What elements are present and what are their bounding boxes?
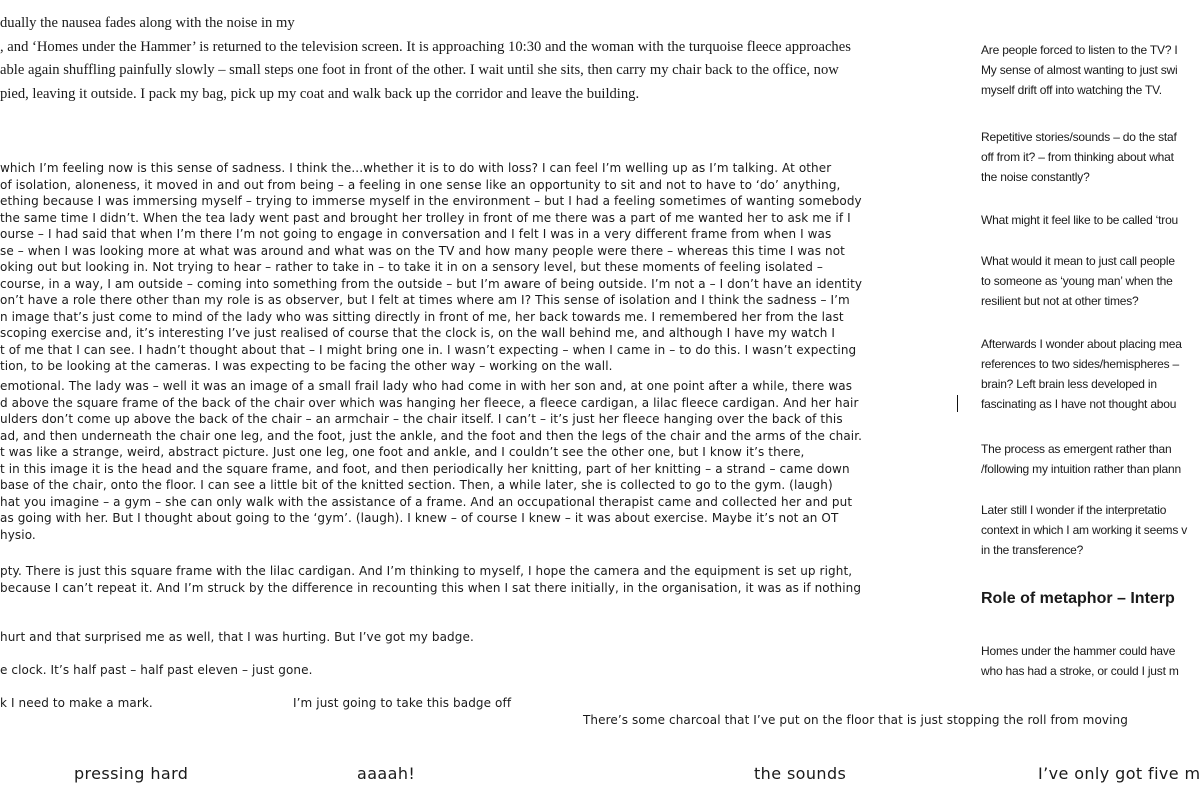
transcript-line: hysio. [0,527,36,542]
transcript-paragraph-2 [0,378,862,543]
note-line: the noise constantly? [981,170,1090,184]
note-line: in the transference? [981,543,1084,557]
transcript-badge: I’m just going to take this badge off [293,696,512,710]
narrative-line: pied, leaving it outside. I pack my bag, pick up my coat and walk back up the corridor and leave the building. [0,85,640,102]
transcript-line: base of the chair, onto the floor. I can see a little bit of the knitted section. Then, a while later, she is collected to go to the gym. (laugh) [0,478,833,492]
note-q8 [981,641,1179,681]
note-q3 [981,210,1178,230]
transcript-line: the same time I didn’t. When the tea lady went past and brought her trolley in front of me there was a part of me wanted her to ask me if I [0,210,851,225]
transcript-hurt: hurt and that surprised me as well, that I was hurting. But I’ve got my badge. [0,630,474,644]
note-q1 [981,40,1178,100]
transcript-line: oking out but looking in. Not trying to hear – rather to take in – to take it in on a sensory level, but these moments of feeling isolated – [0,260,824,274]
note-q4 [981,251,1175,311]
transcript-line: hat you imagine – a gym – she can only walk with the assistance of a frame. And an occupational therapist came and collected her and put [0,494,853,509]
transcript-line: t in this image it is the head and the square frame, and foot, and then periodically her knitting, part of her knitting – a strand – came down [0,461,850,476]
narrative-line: , and ‘Homes under the Hammer’ is returned to the television screen. It is approaching 10:30 and the woman with the turquoise fleece approaches [0,38,851,55]
transcript-line: which I’m feeling now is this sense of sadness. I think the...whether it is to do with loss? I can feel I’m welling up as I’m talking. At other [0,161,832,175]
note-line: /following my intuition rather than plann [981,462,1181,476]
narrative-top [0,12,960,106]
note-line: Are people forced to listen to the TV? I [981,43,1178,57]
note-line: Later still I wonder if the interpretatio [981,503,1167,517]
word-aaaah: aaaah! [357,764,416,783]
text-cursor [957,395,958,412]
transcript-line: ething because I was immersing myself – trying to immerse myself in the environment – but I had a feeling sometimes of wanting somebody [0,194,862,208]
transcript-line: d above the square frame of the back of the chair over which was hanging her fleece, a fleece cardigan, a lilac fleece cardigan. And her hair [0,395,859,410]
transcript-line: because I can’t repeat it. And I’m struck by the difference in recounting this when I sat there initially, in the organisation, it was as if nothing [0,580,862,595]
note-line: My sense of almost wanting to just swi [981,63,1178,77]
word-five-m: I’ve only got five m [1038,764,1200,783]
transcript-line: emotional. The lady was – well it was an image of a small frail lady who had come in with her son and, at one point after a while, there was [0,379,853,393]
transcript-clock: e clock. It’s half past – half past eleven – just gone. [0,663,313,677]
note-q2 [981,127,1177,187]
transcript-line: on’t have a role there other than my role is as observer, but I felt at times where am I? This sense of isolation and I think the sadness – I’m [0,293,850,307]
note-line: Repetitive stories/sounds – do the staf [981,130,1177,144]
transcript-line: ulders don’t come up above the back of the chair – an armchair – the chair itself. I can’t – it’s just her fleece hanging over the back of this [0,412,843,426]
note-line: to someone as ‘young man’ when the [981,274,1173,288]
note-line: resilient but not at other times? [981,294,1139,308]
transcript-line: as going with her. But I thought about going to the ‘gym’. (laugh). I knew – of course I knew – it was about exercise. Maybe it’s not an OT [0,511,839,525]
note-line: Homes under the hammer could have [981,644,1176,658]
transcript-line: t of me that I can see. I hadn’t thought about that – I might bring one in. I wasn’t expecting – when I came in – to do this. I wasn’t expecting [0,342,857,357]
note-line: The process as emergent rather than [981,442,1172,456]
transcript-line: ourse – I had said that when I’m there I’m not going to engage in conversation and I felt I was in a very different frame from when I was [0,227,832,241]
note-q5 [981,334,1182,414]
note-line: Afterwards I wonder about placing mea [981,337,1182,351]
transcript-line: ad, and then underneath the chair one leg, and the foot, just the ankle, and the foot and then the legs of the chair and the arms of the chair. [0,428,863,443]
note-line: What would it mean to just call people [981,254,1175,268]
narrative-line: able again shuffling painfully slowly – small steps one foot in front of the other. I wait until she sits, then carry my chair back to the office, now [0,62,839,78]
transcript-line: pty. There is just this square frame with the lilac cardigan. And I’m thinking to myself, I hope the camera and the equipment is set up right, [0,564,853,578]
note-line: fascinating as I have not thought abou [981,397,1177,411]
note-q6 [981,439,1181,479]
transcript-line: of isolation, aloneness, it moved in and out from being – a feeling in one sense like an opportunity to sit and not to have to ‘do’ anything, [0,177,841,192]
section-heading: Role of metaphor – Interp [981,590,1175,607]
transcript-line: t was like a strange, weird, abstract picture. Just one leg, one foot and ankle, and I couldn’t see the other one, but I know it’s there, [0,445,805,459]
note-q7 [981,500,1187,560]
transcript-line: n image that’s just come to mind of the lady who was sitting directly in front of me, her back towards me. I remembered her from the last [0,309,844,324]
transcript-line: scoping exercise and, it’s interesting I’ve just realised of course that the clock is, on the wall behind me, and although I have my watch I [0,326,836,340]
transcript-line: se – when I was looking more at what was around and what was on the TV and how many people were there – whereas this time I was not [0,243,845,258]
transcript-paragraph-3 [0,563,861,596]
narrative-line: dually the nausea fades along with the noise in my [0,15,295,31]
transcript-line: tion, to be looking at the cameras. I was expecting to be facing the other way – working on the wall. [0,359,613,373]
transcript-paragraph-1 [0,160,862,375]
note-line: off from it? – from thinking about what [981,150,1174,164]
transcript-mark: k I need to make a mark. [0,696,153,710]
note-line: references to two sides/hemispheres – [981,357,1180,371]
transcript-charcoal: There’s some charcoal that I’ve put on the floor that is just stopping the roll from moving [583,713,1128,727]
note-line: who has had a stroke, or could I just m [981,664,1179,678]
word-the-sounds: the sounds [754,764,847,783]
note-line: brain? Left brain less developed in [981,377,1157,391]
word-pressing-hard: pressing hard [74,764,189,783]
note-line: context in which I am working it seems v [981,523,1188,537]
note-line: What might it feel like to be called ‘trou [981,213,1179,227]
note-line: myself drift off into watching the TV. [981,83,1162,97]
transcript-line: course, in a way, I am outside – coming into something from the outside – but I’m aware of being outside. I’m not a – I don’t have an identity [0,276,863,291]
